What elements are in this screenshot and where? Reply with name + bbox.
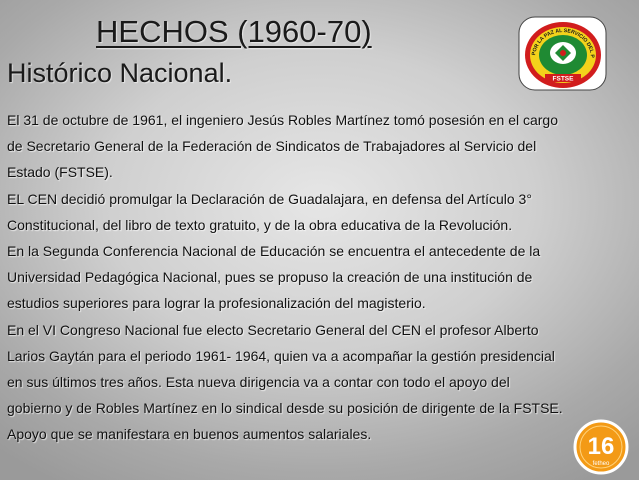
logo-banner-text: FSTSE: [552, 75, 574, 83]
slide-body: [7, 107, 635, 448]
body-line: En el VI Congreso Nacional fue electo Secretario General del CEN el profesor Alberto: [7, 321, 539, 338]
body-line: en sus últimos tres años. Esta nueva dirigencia va a contar con todo el apoyo del: [7, 374, 510, 391]
logo-ring-text: POR LA PAZ AL SERVICIO DEL P: [531, 27, 596, 59]
body-line: de Secretario General de la Federación de Sindicatos de Trabajadores al Servicio del: [7, 138, 537, 155]
body-line: estudios superiores para lograr la profesionalización del magisterio.: [7, 295, 426, 312]
slide-number-caption: fetheo: [592, 461, 610, 467]
body-line: Estado (FSTSE).: [7, 164, 113, 181]
fstse-emblem-icon: [515, 14, 610, 94]
slide-number-icon: [573, 419, 629, 475]
body-line: gobierno y de Robles Martínez en lo sindical desde su posición de dirigente de la FSTSE.: [7, 400, 563, 417]
slide-subtitle: Histórico Nacional.: [7, 58, 233, 88]
fstse-logo: [515, 14, 610, 94]
body-line: En la Segunda Conferencia Nacional de Educación se encuentra el antecedente de la: [7, 243, 541, 260]
body-line: EL CEN decidió promulgar la Declaración de Guadalajara, en defensa del Artículo 3°: [7, 190, 532, 207]
slide-number-badge: [573, 419, 629, 475]
slide-title: HECHOS (1960-70): [96, 14, 372, 49]
body-line: Universidad Pedagógica Nacional, pues se propuso la creación de una institución de: [7, 269, 533, 286]
body-line: El 31 de octubre de 1961, el ingeniero Jesús Robles Martínez tomó posesión en el cargo: [7, 112, 559, 128]
body-line: Larios Gaytán para el periodo 1961- 1964, quien va a acompañar la gestión presidencial: [7, 347, 555, 364]
slide-number: 16: [587, 433, 615, 460]
body-line: Apoyo que se manifestara en buenos aumentos salariales.: [7, 426, 372, 443]
body-line: Constitucional, del libro de texto gratuito, y de la obra educativa de la Revolución.: [7, 216, 513, 233]
